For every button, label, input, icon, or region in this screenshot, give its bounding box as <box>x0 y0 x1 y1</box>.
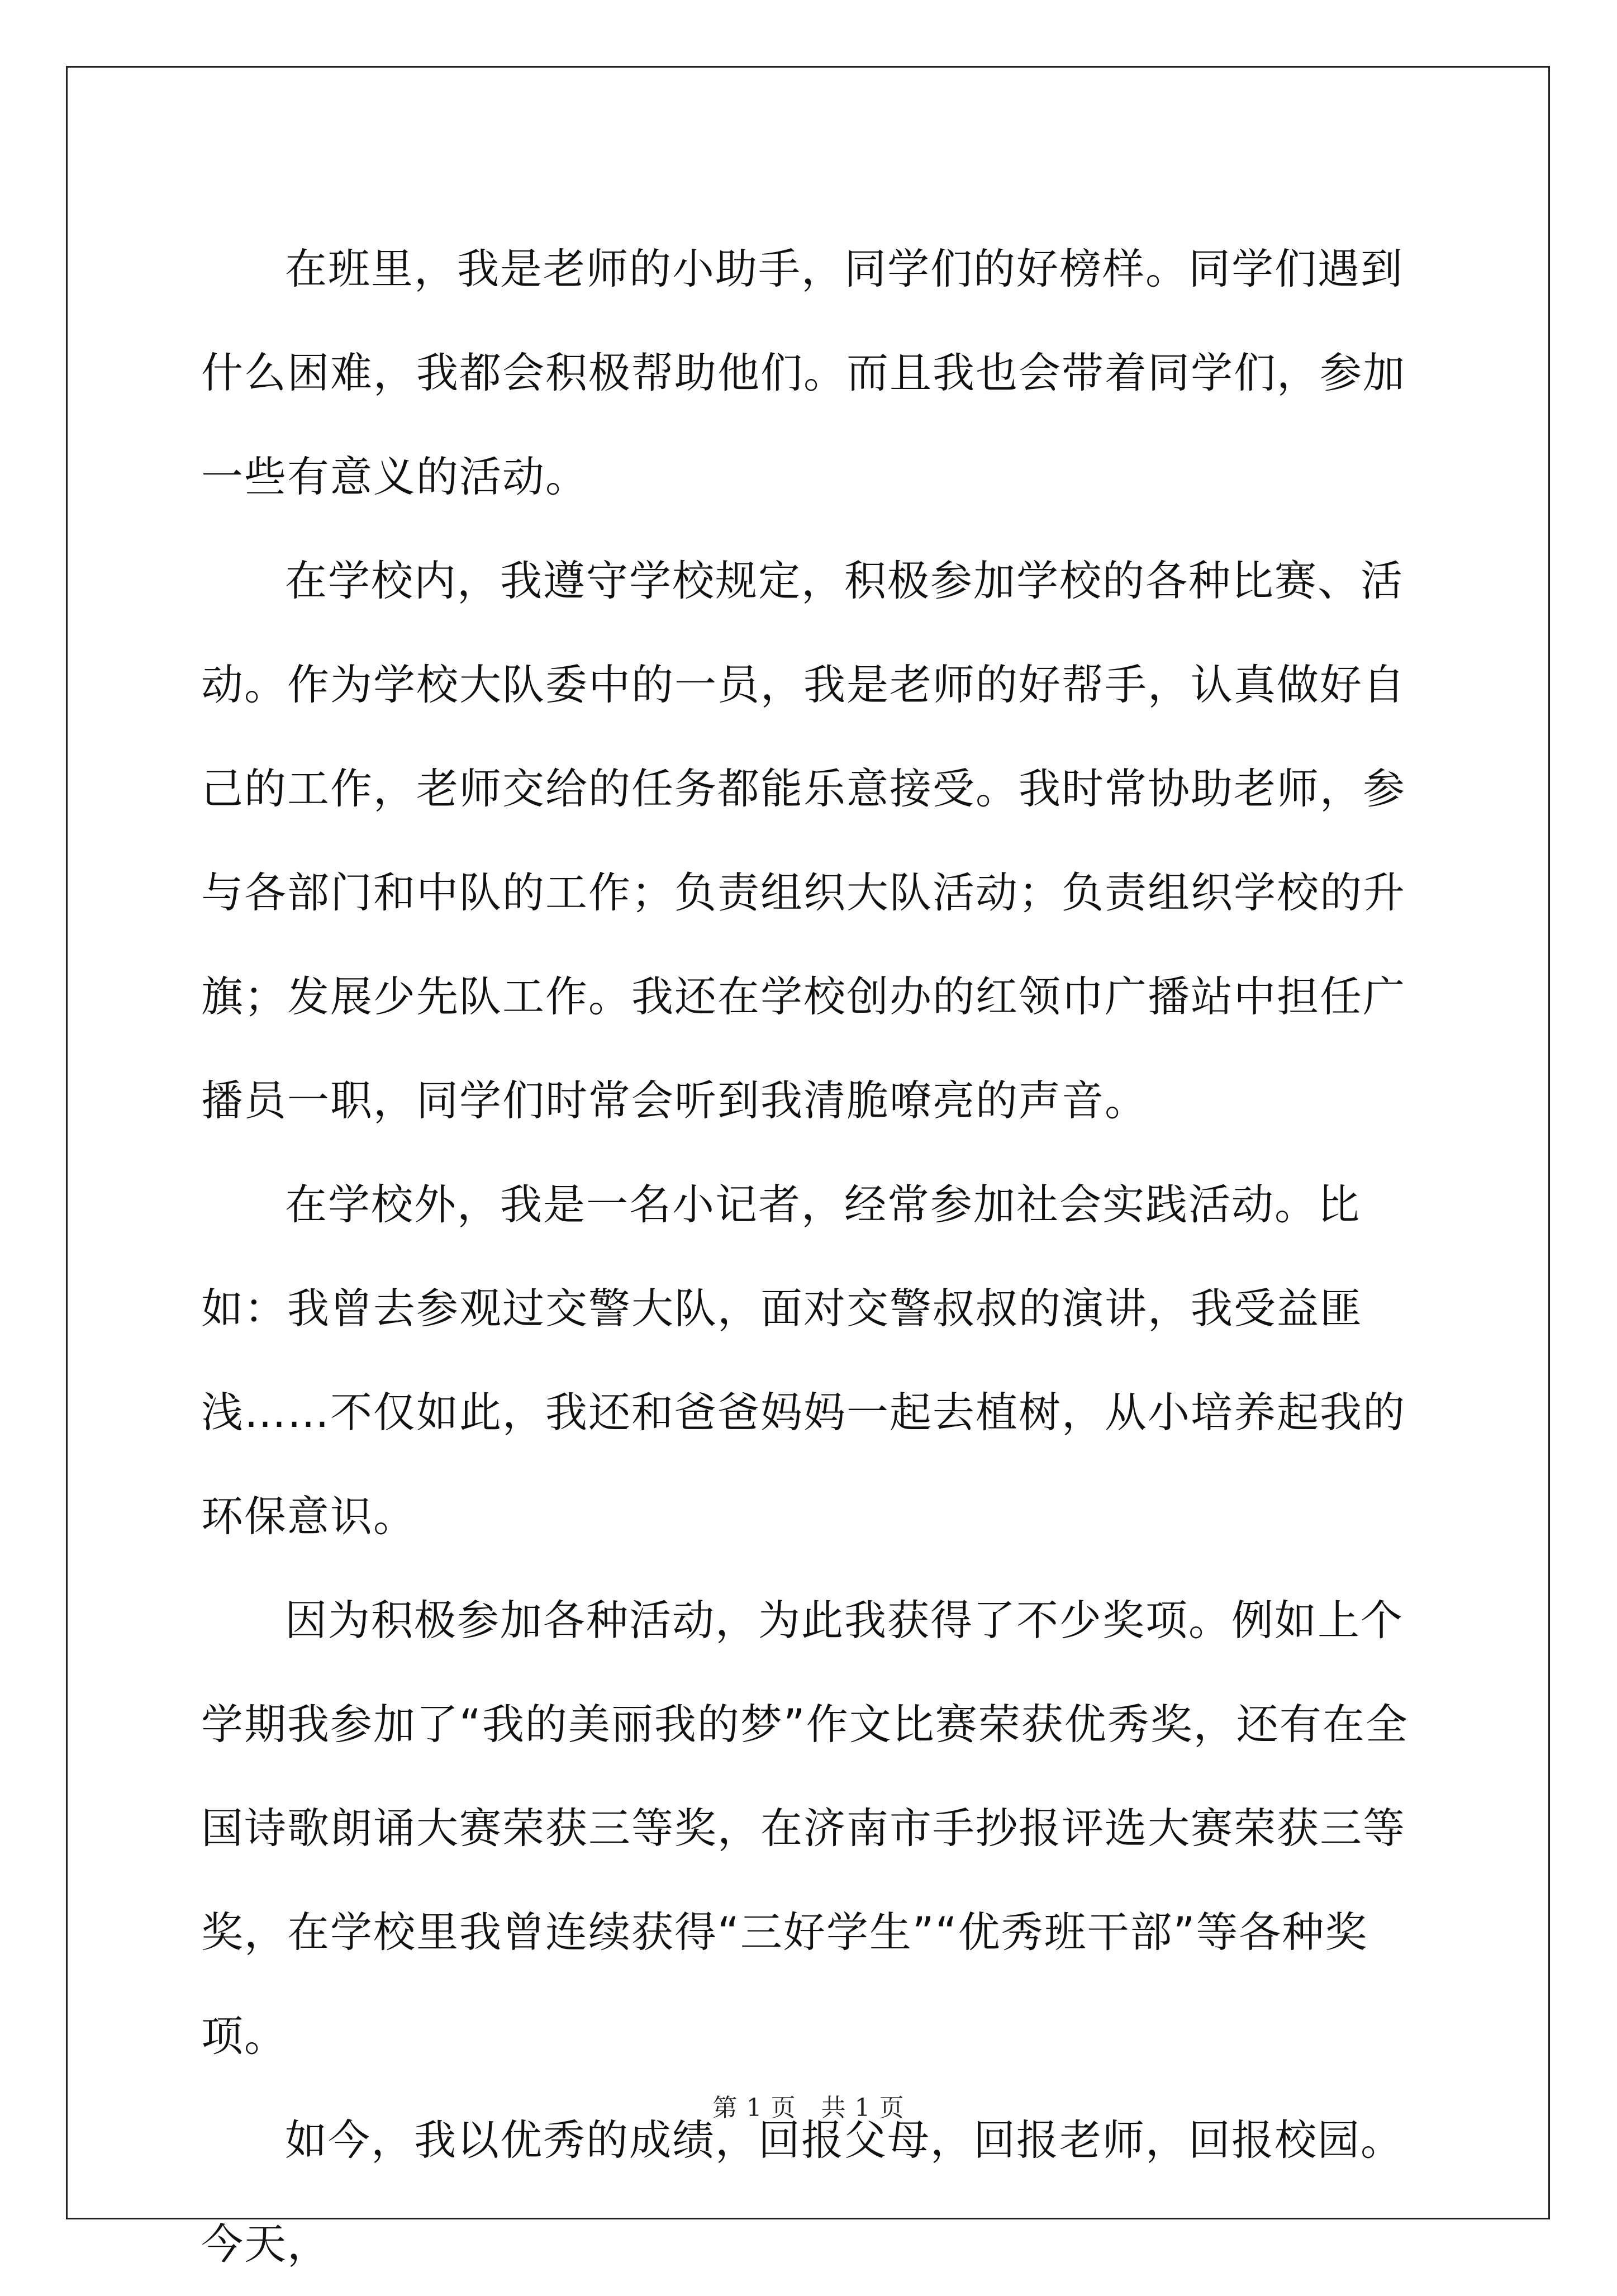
paragraph-awards: 因为积极参加各种活动，为此我获得了不少奖项。例如上个学期我参加了“我的美丽我的梦”作文比赛荣获优秀奖，还有在全国诗歌朗诵大赛荣获三等奖，在济南市手抄报评选大赛荣获三等奖，在学校里我曾连续获得“三好学生”“优秀班干部”等各种奖项。 <box>201 1596 1409 2061</box>
document-body <box>201 217 1430 2296</box>
page-footer: 第 1 页 共 1 页 <box>712 2094 905 2122</box>
paragraph-school: 在学校内，我遵守学校规定，积极参加学校的各种比赛、活动。作为学校大队委中的一员，我是老师的好帮手，认真做好自己的工作，老师交给的任务都能乐意接受。我时常协助老师，参与各部门和中队的工作；负责组织大队活动；负责组织学校的升旗；发展少先队工作。我还在学校创办的红领巾广播站中担任广播员一职，同学们时常会听到我清脆嘹亮的声音。 <box>201 556 1406 1125</box>
paragraph-today: 如今，我以优秀的成绩，回报父母，回报老师，回报校园。今天， <box>201 2115 1404 2269</box>
paragraph-outside: 在学校外，我是一名小记者，经常参加社会实践活动。比如：我曾去参观过交警大队，面对交警叔叔的演讲，我受益匪浅……不仅如此，我还和爸爸妈妈一起去植树，从小培养起我的环保意识。 <box>201 1180 1406 1541</box>
paragraph-class: 在班里，我是老师的小助手，同学们的好榜样。同学们遇到什么困难，我都会积极帮助他们。而且我也会带着同学们，参加一些有意义的活动。 <box>201 244 1406 501</box>
